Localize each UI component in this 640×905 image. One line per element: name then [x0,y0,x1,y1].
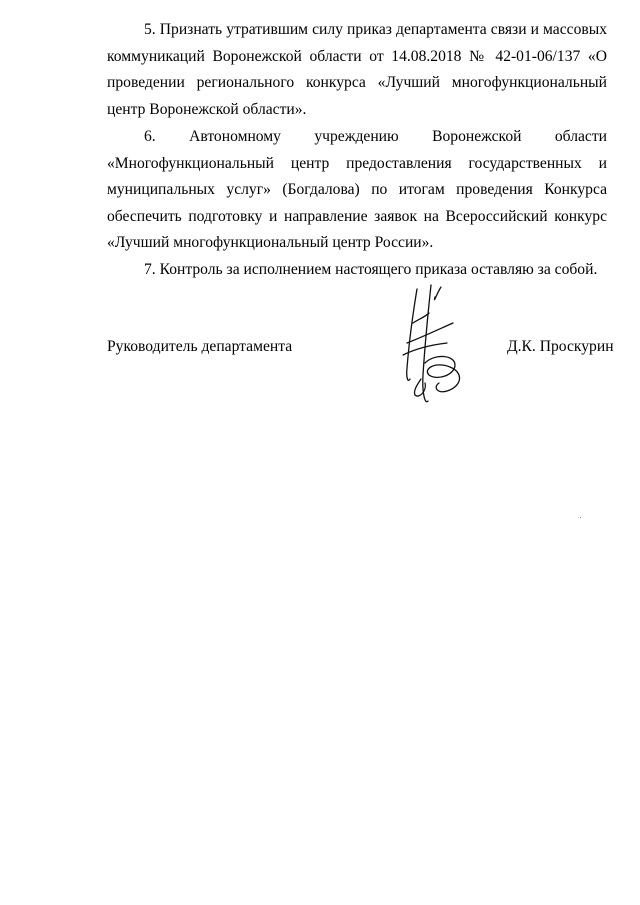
signatory-name: Д.К. Проскурин [507,338,614,355]
paragraph-5: 5. Признать утратившим силу приказ департамента связи и массовых коммуникаций Воронежской области от 14.08.2018 № 42-01-06/137 «О проведении регионального конкурса «Лучший многофункциональный центр Воронежской области». [107,21,607,118]
paragraph-6: 6. Автономному учреждению Воронежской области «Многофункциональный центр предоставления государственных и муниципальных услуг» (Богдалова) по итогам проведения Конкурса обеспечить подготовку и направление заявок на Всероссийский конкурс «Лучший многофункциональный центр России». [107,128,607,251]
paragraph-7: 7. Контроль за исполнением настоящего приказа оставляю за собой. [144,261,598,278]
signatory-position: Руководитель департамента [107,338,293,355]
scan-speck [580,517,581,518]
handwritten-signature [395,283,480,413]
